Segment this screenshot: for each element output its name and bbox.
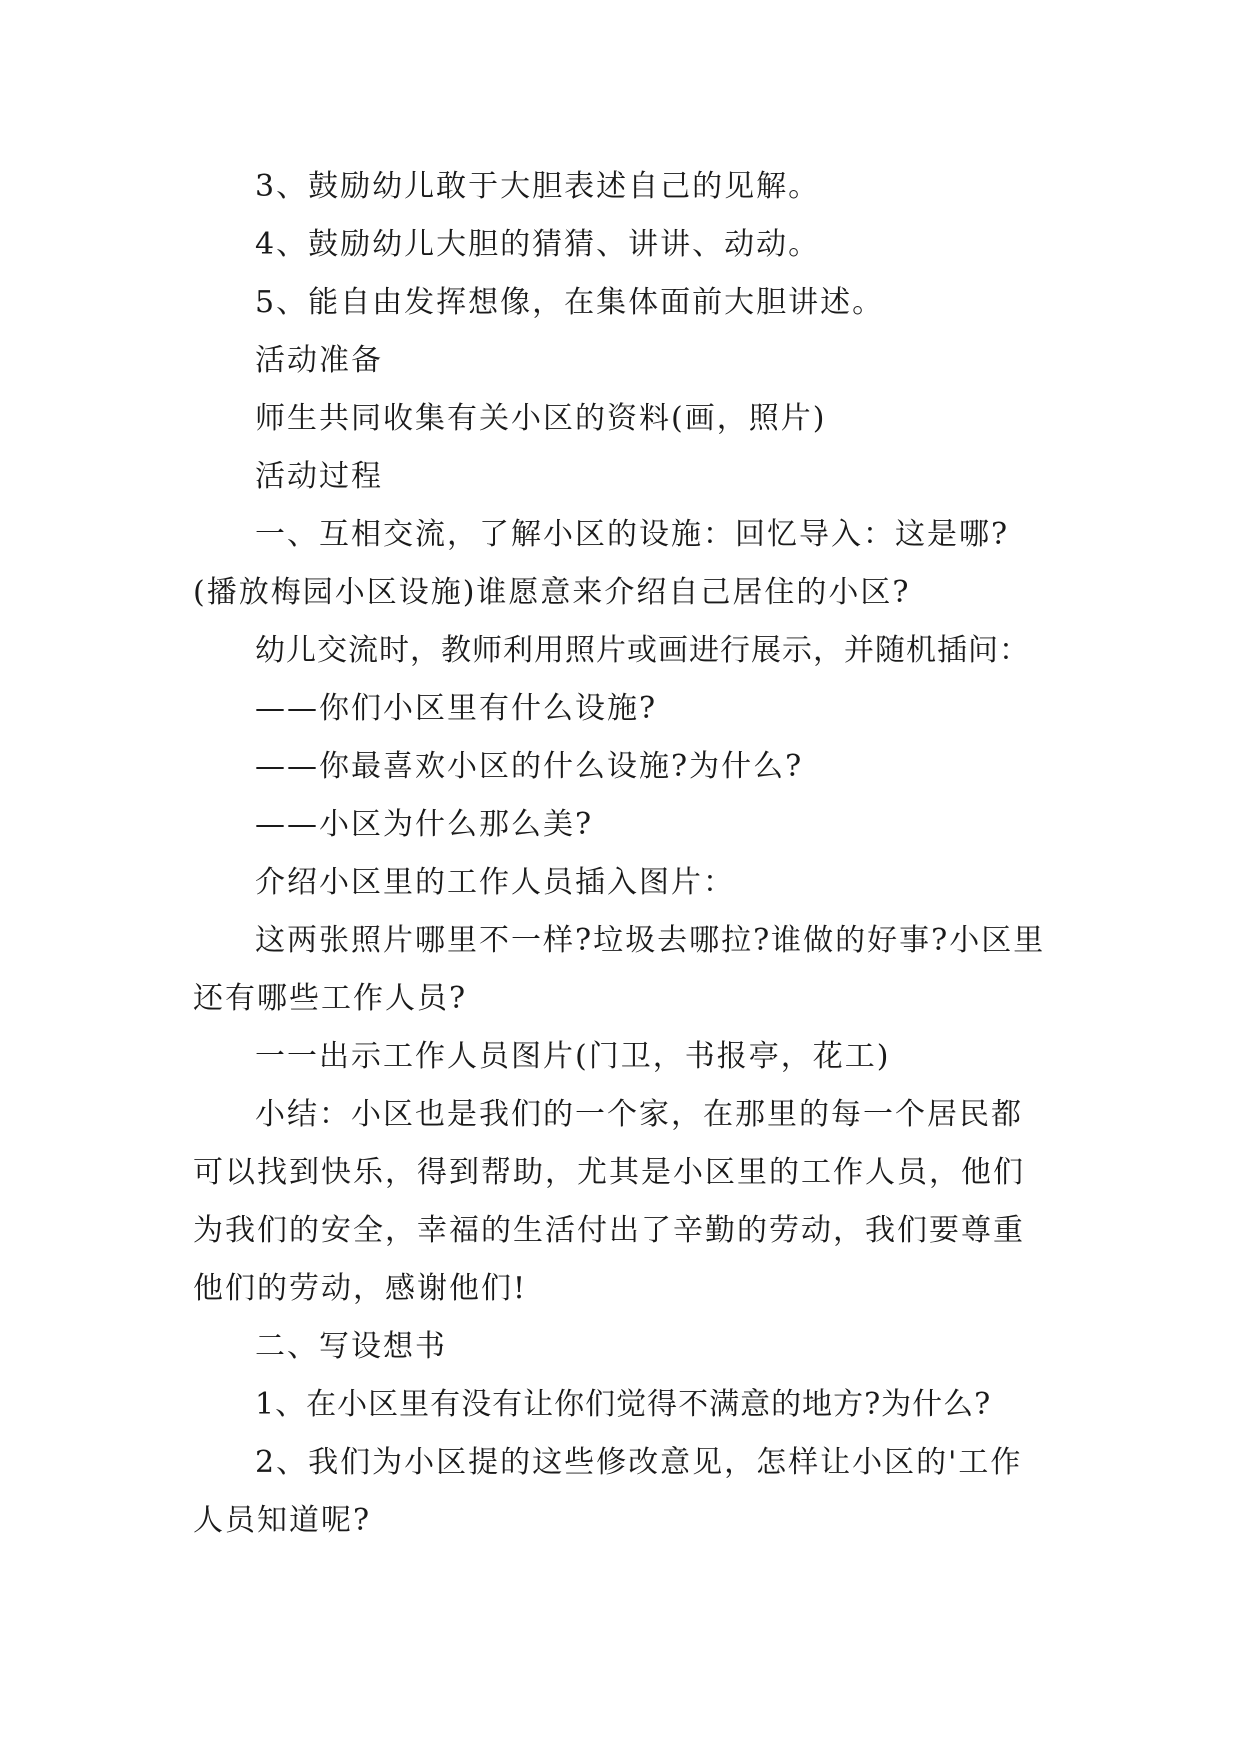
paragraph-exchange: 幼儿交流时，教师利用照片或画进行展示，并随机插问： — [255, 633, 1030, 668]
heading-process: 活动过程 — [255, 459, 383, 494]
paragraph-step-1: 一、互相交流，了解小区的设施：回忆导入：这是哪?(播放梅园小区设施)谁愿意来介绍自己居住的小区? — [193, 517, 1010, 610]
paragraph-staff-pictures: 一一出示工作人员图片(门卫，书报亭，花工) — [255, 1039, 891, 1074]
paragraph-question-3: ——小区为什么那么美? — [255, 807, 594, 842]
paragraph-goal-4: 4、鼓励幼儿大胆的猜猜、讲讲、动动。 — [255, 227, 821, 262]
heading-preparation: 活动准备 — [255, 343, 383, 378]
document-page — [193, 158, 1051, 1550]
heading-step-2: 二、写设想书 — [255, 1329, 447, 1364]
paragraph-question-2: ——你最喜欢小区的什么设施?为什么? — [255, 749, 804, 784]
paragraph-summary: 小结：小区也是我们的一个家，在那里的每一个居民都可以找到快乐，得到帮助，尤其是小区里的工作人员，他们为我们的安全，幸福的生活付出了辛勤的劳动，我们要尊重他们的劳动，感谢他们! — [193, 1097, 1025, 1306]
paragraph-preparation: 师生共同收集有关小区的资料(画，照片) — [255, 401, 827, 436]
paragraph-goal-5: 5、能自由发挥想像，在集体面前大胆讲述。 — [255, 285, 885, 320]
paragraph-item-2: 2、我们为小区提的这些修改意见，怎样让小区的'工作人员知道呢? — [193, 1445, 1023, 1538]
paragraph-goal-3: 3、鼓励幼儿敢于大胆表述自己的见解。 — [255, 169, 821, 204]
paragraph-photo-compare: 这两张照片哪里不一样?垃圾去哪拉?谁做的好事?小区里还有哪些工作人员? — [193, 923, 1046, 1016]
paragraph-item-1: 1、在小区里有没有让你们觉得不满意的地方?为什么? — [255, 1387, 992, 1422]
paragraph-staff-intro: 介绍小区里的工作人员插入图片： — [255, 865, 735, 900]
paragraph-question-1: ——你们小区里有什么设施? — [255, 691, 658, 726]
